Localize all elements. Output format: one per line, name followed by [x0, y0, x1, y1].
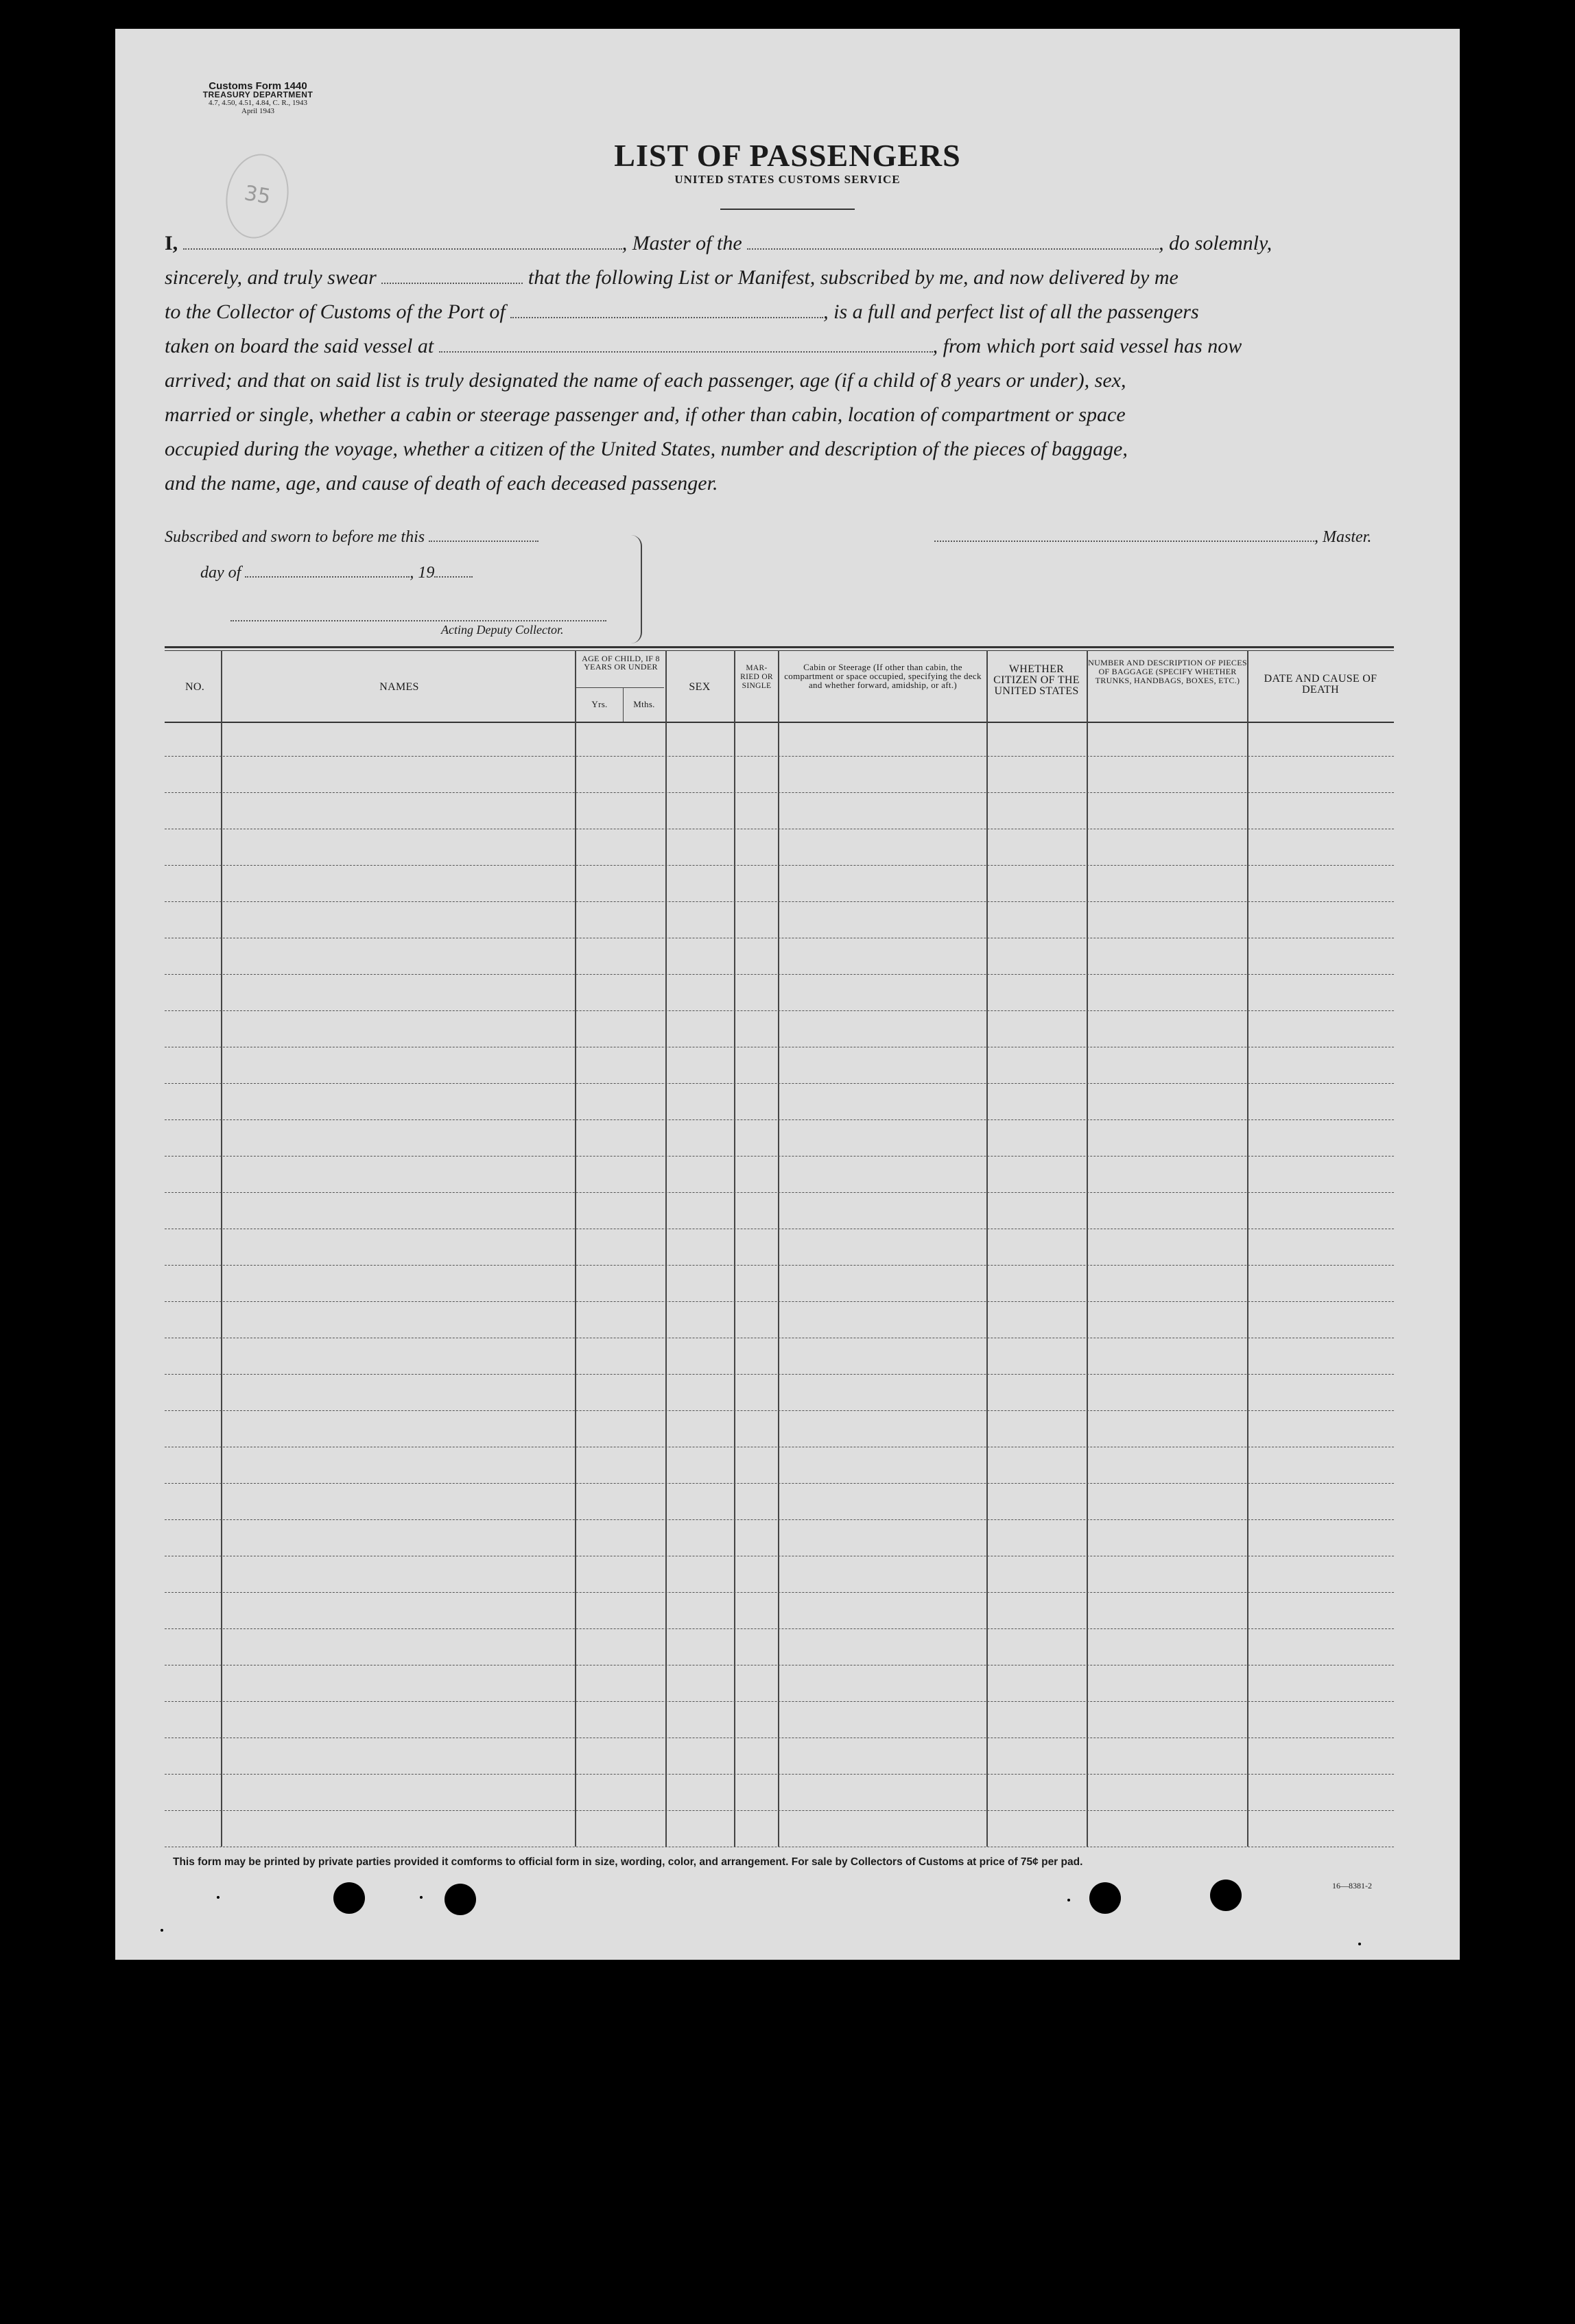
table-row[interactable]: [165, 1192, 1394, 1193]
form-date: April 1943: [241, 107, 274, 115]
title-divider: [720, 209, 855, 210]
table-row[interactable]: [165, 1701, 1394, 1702]
master-signature-field[interactable]: [934, 530, 1314, 542]
oath-line-4: [165, 335, 1394, 358]
oath-line-6: married or single, whether a cabin or steerage passenger and, if other than cabin, location of compartment or space: [165, 403, 1126, 426]
header-age: AGE OF CHILD, IF 8 YEARS OR UNDER: [582, 654, 660, 672]
table-row[interactable]: [165, 1592, 1394, 1593]
day-of-text: day of: [200, 564, 241, 582]
swear-field[interactable]: [381, 268, 523, 284]
oath-line-7: occupied during the voyage, whether a citizen of the United States, number and description of the pieces of baggage,: [165, 438, 1128, 460]
header-names: NAMES: [379, 681, 419, 693]
table-row[interactable]: [165, 1410, 1394, 1411]
oath-collector: to the Collector of Customs of the Port of: [165, 300, 506, 323]
collector-signature-field[interactable]: [230, 620, 606, 621]
col-divider-married: [778, 650, 779, 1847]
oath-i: I,: [165, 232, 178, 254]
table-row[interactable]: [165, 1119, 1394, 1120]
header-bottom-rule: [165, 722, 1394, 723]
speck: [1067, 1899, 1070, 1901]
table-row[interactable]: [165, 1519, 1394, 1520]
passenger-list-form: [115, 29, 1460, 1960]
speck: [420, 1896, 423, 1899]
table-row[interactable]: [165, 792, 1394, 793]
speck: [1358, 1943, 1361, 1945]
oath-full-list: , is a full and perfect list of all the passengers: [823, 300, 1199, 323]
month-field[interactable]: [245, 565, 410, 578]
col-divider-names: [575, 650, 576, 1847]
col-divider-citizen: [1087, 650, 1088, 1847]
table-row[interactable]: [165, 1265, 1394, 1266]
oath-taken: taken on board the said vessel at: [165, 335, 434, 357]
col-divider-sex: [734, 650, 735, 1847]
table-row[interactable]: [165, 1774, 1394, 1775]
form-number: Customs Form 1440: [209, 80, 307, 92]
table-row[interactable]: [165, 1374, 1394, 1375]
master-name-field[interactable]: [183, 233, 622, 250]
header-citizen: WHETHER CITIZEN OF THE UNITED STATES: [993, 663, 1080, 697]
oath-sincerely: sincerely, and truly swear: [165, 266, 377, 289]
punch-hole-3: [1089, 1882, 1121, 1914]
oath-line-3: [165, 300, 1394, 324]
table-row[interactable]: [165, 1083, 1394, 1084]
col-divider-no: [221, 650, 222, 1847]
footer-note: This form may be printed by private parties provided it comforms to official form in size, wording, color, and arrangement. For sale by Collectors of Customs at price of 75¢ per pad.: [173, 1856, 1083, 1868]
speck: [161, 1929, 163, 1932]
year-prefix: , 19: [410, 564, 435, 582]
oath-from-port: , from which port said vessel has now: [932, 335, 1242, 357]
table-row[interactable]: [165, 1628, 1394, 1629]
col-divider-age: [665, 650, 667, 1847]
master-signature-line: [934, 528, 1371, 547]
vessel-name-field[interactable]: [747, 233, 1159, 250]
header-death: DATE AND CAUSE OF DEATH: [1264, 673, 1377, 696]
page-title: LIST OF PASSENGERS: [614, 138, 961, 173]
punch-hole-2: [445, 1884, 476, 1915]
header-no: NO.: [185, 681, 204, 693]
table-row[interactable]: [165, 865, 1394, 866]
header-sex: SEX: [689, 681, 711, 693]
oath-following: that the following List or Manifest, subscribed by me, and now delivered by me: [528, 266, 1179, 289]
oath-line-5: arrived; and that on said list is truly designated the name of each passenger, age (if a child of 8 years or under), sex,: [165, 369, 1126, 392]
oath-line-8: and the name, age, and cause of death of each deceased passenger.: [165, 472, 718, 495]
form-code: 16—8381-2: [1332, 1881, 1372, 1890]
signature-bracket: [631, 535, 642, 643]
table-top-rule: [165, 646, 1394, 648]
table-row[interactable]: [165, 1156, 1394, 1157]
table-row[interactable]: [165, 1810, 1394, 1811]
punch-hole-4: [1210, 1880, 1242, 1911]
table-top-rule-thin: [165, 650, 1394, 651]
handwritten-number-stamp: 35: [220, 149, 295, 244]
form-identifier: [169, 82, 347, 115]
department: TREASURY DEPARTMENT: [202, 90, 313, 99]
header-married: MAR- RIED OR SINGLE: [740, 664, 773, 690]
year-field[interactable]: [434, 565, 473, 578]
regulation-refs: 4.7, 4.50, 4.51, 4.84, C. R., 1943: [209, 99, 307, 107]
header-mths: Mths.: [633, 699, 655, 709]
oath-line-1: [165, 232, 1394, 255]
day-of-line: [200, 564, 473, 582]
port-field[interactable]: [510, 302, 823, 318]
table-row[interactable]: [165, 756, 1394, 757]
subscribed-line: [165, 528, 538, 547]
table-row[interactable]: [165, 901, 1394, 902]
collector-label: Acting Deputy Collector.: [441, 623, 564, 637]
table-row[interactable]: [165, 974, 1394, 975]
header-yrs: Yrs.: [591, 699, 608, 709]
punch-hole-1: [333, 1882, 365, 1914]
subscribed-day-field[interactable]: [429, 530, 538, 542]
header-cabin: Cabin or Steerage (If other than cabin, the compartment or space occupied, specifying the deck and whether forward, amidship, or aft.): [784, 662, 982, 690]
oath-master-of: , Master of the: [621, 232, 742, 254]
departure-port-field[interactable]: [439, 336, 933, 353]
subscribed-text: Subscribed and sworn to before me this: [165, 528, 425, 546]
col-divider-baggage: [1247, 650, 1248, 1847]
age-subdivider: [576, 687, 664, 688]
master-label: , Master.: [1314, 528, 1372, 546]
table-row[interactable]: [165, 1301, 1394, 1302]
header-baggage: NUMBER AND DESCRIPTION OF PIECES OF BAGGAGE (SPECIFY WHETHER TRUNKS, HANDBAGS, BOXES, ETC.): [1088, 658, 1247, 685]
table-row[interactable]: [165, 1010, 1394, 1011]
col-divider-cabin: [986, 650, 988, 1847]
page-subtitle: UNITED STATES CUSTOMS SERVICE: [674, 173, 901, 186]
oath-solemnly: , do solemnly,: [1159, 232, 1272, 254]
oath-line-2: [165, 266, 1394, 289]
table-row[interactable]: [165, 1483, 1394, 1484]
speck: [217, 1896, 220, 1899]
